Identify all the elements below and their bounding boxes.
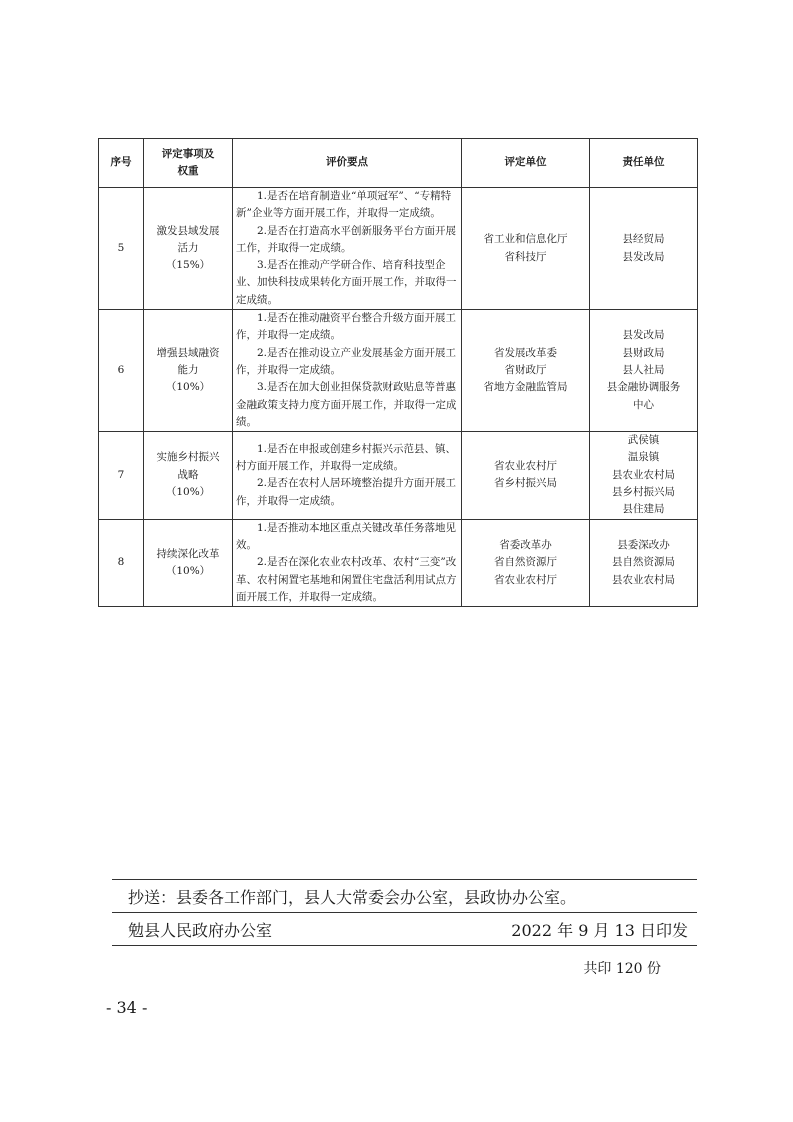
row-evaluator (462, 519, 590, 606)
responsible-unit: 武侯镇 (627, 434, 660, 447)
table-row (99, 432, 698, 519)
item-weight: （10%） (165, 564, 211, 577)
cc-recipients: 抄送：县委各工作部门，县人大常委会办公室，县政协办公室。 (128, 888, 577, 907)
issue-date: 2022 年 9 月 13 日印发 (511, 921, 688, 940)
table-row (99, 310, 698, 432)
row-item (144, 432, 233, 519)
footer-rule-bottom (112, 945, 697, 946)
requirement-item: 1.是否在申报或创建乡村振兴示范县、镇、村方面开展工作，并取得一定成绩。 (236, 442, 457, 473)
header-evaluator: 评定单位 (462, 139, 590, 188)
item-weight: （10%） (165, 381, 211, 394)
responsible-unit: 县乡村振兴局 (612, 486, 675, 499)
row-requirements (233, 519, 462, 606)
row-item (144, 188, 233, 310)
item-line: 战略 (177, 468, 199, 481)
requirement-item: 1.是否在培育制造业“单项冠军”、“专精特新”企业等方面开展工作，并取得一定成绩。 (236, 190, 452, 220)
footer-rule-top (112, 879, 697, 880)
requirement-item: 3.是否在推动产学研合作、培育科技型企业、加快科技成果转化方面开展工作，并取得一定成绩。 (236, 259, 457, 306)
issuing-office: 勉县人民政府办公室 (128, 921, 273, 940)
row-index: 7 (99, 432, 144, 519)
requirement-item: 2.是否在推动设立产业发展基金方面开展工作，并取得一定成绩。 (236, 346, 457, 376)
evaluator-unit: 省发展改革委 (494, 346, 557, 359)
row-responsible (590, 188, 698, 310)
responsible-unit: 县发改局 (622, 329, 665, 342)
table-row (99, 519, 698, 606)
item-line: 活力 (177, 241, 199, 254)
row-evaluator (462, 188, 590, 310)
evaluator-unit: 省科技厅 (504, 250, 547, 263)
row-requirements (233, 432, 462, 519)
header-index: 序号 (99, 139, 144, 188)
item-line: 持续深化改革 (156, 547, 220, 560)
header-item-line: 评定事项及 (161, 147, 215, 160)
responsible-unit: 县金融协调服务 (606, 381, 681, 394)
table-header-row (99, 139, 698, 188)
evaluation-table (98, 138, 698, 607)
evaluator-unit: 省自然资源厅 (494, 556, 557, 569)
row-responsible (590, 519, 698, 606)
footer-rule-middle (112, 912, 697, 913)
requirement-item: 2.是否在农村人居环境整治提升方面开展工作，并取得一定成绩。 (236, 477, 457, 507)
responsible-unit: 县人社局 (622, 363, 665, 376)
row-index: 8 (99, 519, 144, 606)
responsible-unit: 县自然资源局 (612, 556, 675, 569)
header-requirements: 评价要点 (233, 139, 462, 188)
responsible-unit: 县经贸局 (622, 233, 665, 246)
row-responsible (590, 432, 698, 519)
row-item (144, 310, 233, 432)
row-index: 5 (99, 188, 144, 310)
item-line: 增强县域融资 (156, 346, 220, 359)
evaluator-unit: 省乡村振兴局 (494, 477, 557, 490)
print-copies: 共印 120 份 (583, 961, 661, 977)
item-line: 能力 (177, 363, 199, 376)
responsible-unit: 县财政局 (622, 346, 665, 359)
header-responsible: 责任单位 (590, 139, 698, 188)
evaluator-unit: 省委改革办 (499, 538, 552, 551)
page-number: - 34 - (106, 998, 148, 1017)
evaluator-unit: 省工业和信息化厅 (483, 233, 568, 246)
requirement-item: 2.是否在深化农业农村改革、农村“三变”改革、农村闲置宅基地和闲置住宅盘活利用试点方面开展工作，并取得一定成绩。 (236, 556, 457, 603)
responsible-unit: 县农业农村局 (612, 468, 675, 481)
row-evaluator (462, 432, 590, 519)
responsible-unit: 温泉镇 (627, 451, 660, 464)
responsible-unit: 县住建局 (622, 503, 665, 516)
evaluator-unit: 省农业农村厅 (494, 573, 557, 586)
responsible-unit: 县委深改办 (617, 538, 670, 551)
table-row (99, 188, 698, 310)
requirement-item: 1.是否在推动融资平台整合升级方面开展工作，并取得一定成绩。 (236, 312, 457, 342)
evaluator-unit: 省农业农村厅 (494, 460, 557, 473)
item-weight: （15%） (165, 259, 211, 272)
header-item (144, 139, 233, 188)
header-item-line: 权重 (177, 165, 199, 177)
row-requirements (233, 310, 462, 432)
evaluator-unit: 省地方金融监管局 (483, 381, 568, 394)
row-responsible (590, 310, 698, 432)
requirement-item: 1.是否推动本地区重点关键改革任务落地见效。 (236, 521, 457, 551)
row-item (144, 519, 233, 606)
row-evaluator (462, 310, 590, 432)
item-line: 实施乡村振兴 (156, 451, 220, 464)
requirement-item: 2.是否在打造高水平创新服务平台方面开展工作，并取得一定成绩。 (236, 224, 457, 254)
responsible-unit: 县发改局 (622, 250, 665, 263)
responsible-unit: 县农业农村局 (612, 573, 675, 586)
item-line: 激发县域发展 (156, 224, 220, 237)
row-requirements (233, 188, 462, 310)
row-index: 6 (99, 310, 144, 432)
requirement-item: 3.是否在加大创业担保贷款财政贴息等普惠金融政策支持力度方面开展工作，并取得一定成绩。 (236, 381, 457, 428)
item-weight: （10%） (165, 486, 211, 499)
evaluator-unit: 省财政厅 (504, 363, 547, 376)
responsible-unit: 中心 (633, 398, 654, 411)
